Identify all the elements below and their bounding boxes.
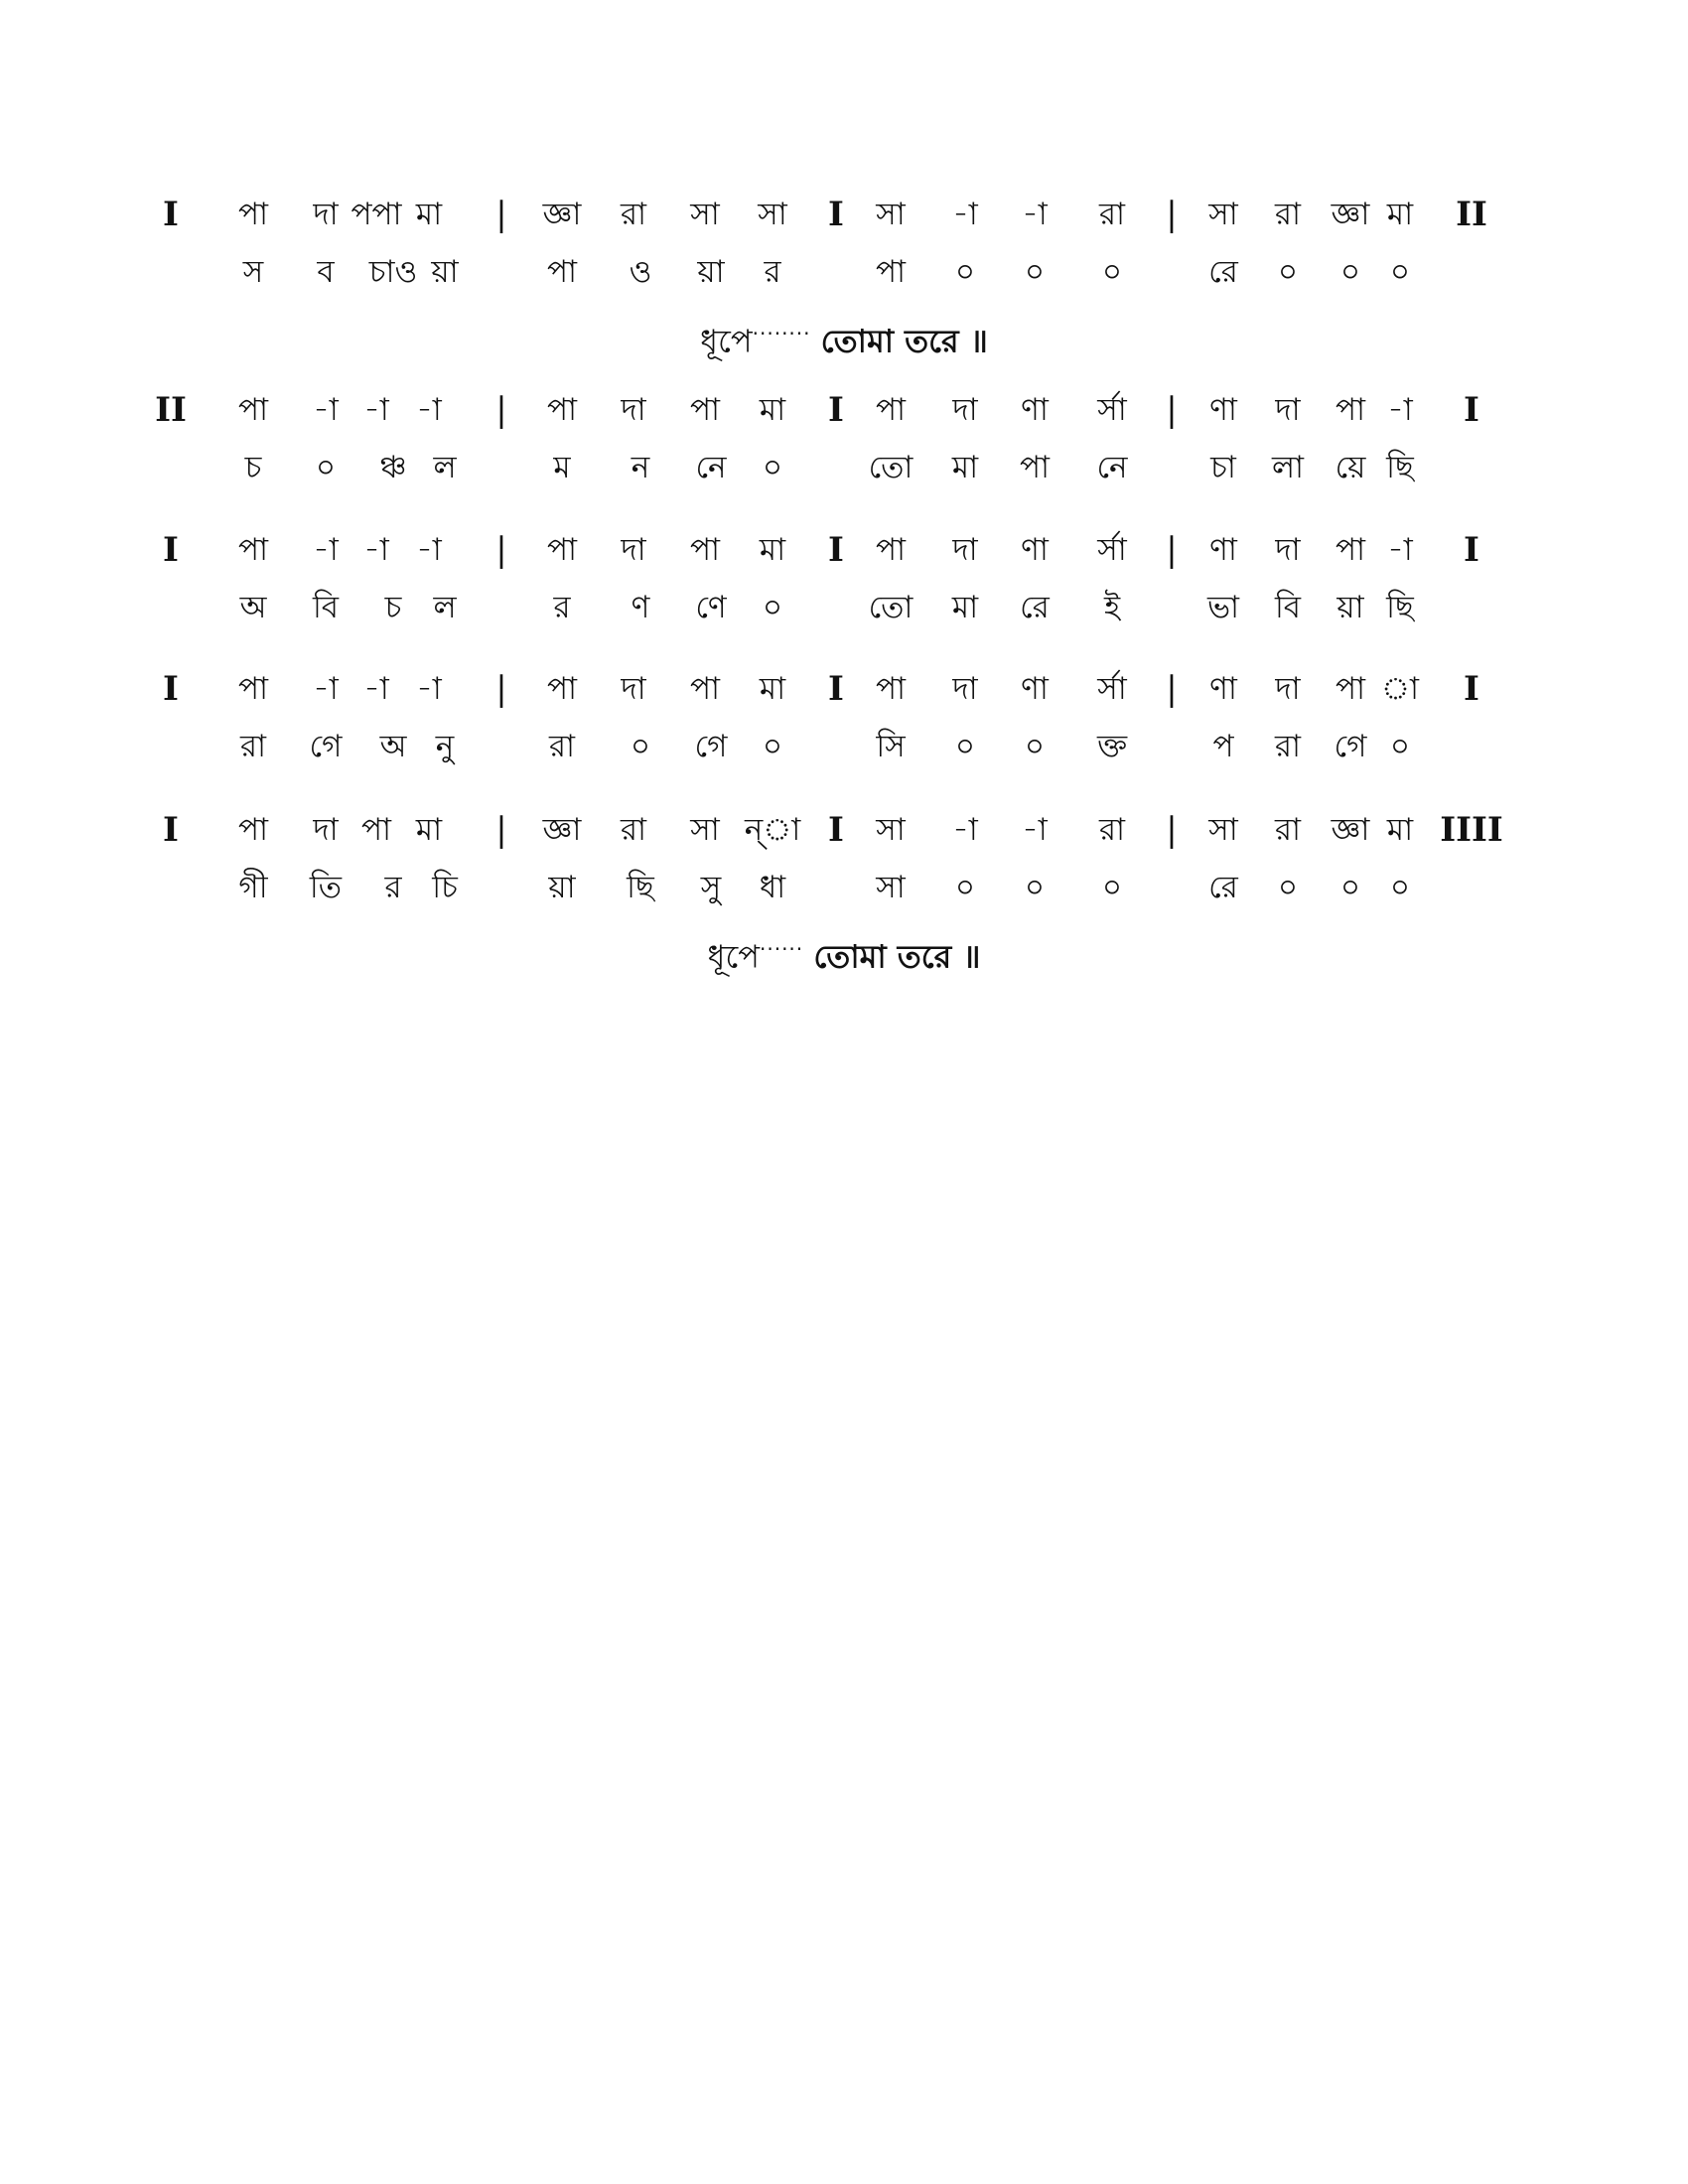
lyric-syllable: ণ — [631, 590, 650, 625]
swara-note: মা — [415, 197, 443, 232]
swara-note: ণা — [1209, 532, 1237, 568]
bar-line: II — [155, 390, 187, 430]
lyric-syllable: মা — [951, 590, 979, 625]
lyric-syllable: গী — [238, 870, 268, 905]
swara-note: দা — [952, 532, 978, 568]
swara-note: -া — [1022, 812, 1048, 848]
lyric-syllable: লা — [1271, 450, 1305, 485]
lyric-syllable: ভা — [1206, 590, 1240, 625]
swara-note: মা — [415, 812, 443, 848]
lyric-syllable: প — [1212, 729, 1234, 764]
lyric-syllable: য়ে — [1335, 450, 1366, 485]
swara-note: দা — [621, 671, 646, 707]
refrain-line — [0, 306, 1688, 361]
swara-note: -া — [363, 671, 389, 707]
bar-line: I — [828, 810, 844, 850]
bar-line: | — [495, 195, 507, 234]
swara-note: -া — [1387, 392, 1413, 428]
bar-line: | — [1166, 390, 1178, 430]
bar-line: I — [163, 669, 179, 709]
bar-line: I — [828, 669, 844, 709]
swara-note: -া — [313, 392, 339, 428]
swara-note: -া — [313, 532, 339, 568]
lyric-syllable: ব — [317, 254, 335, 290]
lyric-syllable: সি — [876, 729, 906, 764]
lyric-syllable: নু — [435, 729, 455, 764]
lyric-syllable: ০ — [762, 729, 783, 764]
lyric-syllable: বি — [312, 590, 340, 625]
notation-row — [0, 802, 1688, 858]
swara-note: র্সা — [1097, 532, 1127, 568]
lyric-syllable: রে — [1208, 870, 1238, 905]
lyrics-row — [0, 580, 1688, 635]
swara-note: সা — [1208, 812, 1238, 848]
swara-note: সা — [876, 812, 906, 848]
lyric-syllable: সা — [876, 870, 906, 905]
swara-note: ণা — [1209, 671, 1237, 707]
lyric-syllable: চি — [432, 870, 458, 905]
swara-note: পা — [237, 392, 269, 428]
bar-line: I — [828, 195, 844, 234]
swara-note: রা — [1098, 197, 1126, 232]
bar-line: IIII — [1440, 810, 1503, 850]
bar-line: I — [163, 195, 179, 234]
swara-note: পা — [360, 812, 392, 848]
lyric-syllable: ক্ত — [1096, 729, 1128, 764]
lyric-syllable: য়া — [697, 254, 725, 290]
lyric-syllable: ০ — [1024, 870, 1046, 905]
swara-note: পা — [237, 671, 269, 707]
lyric-syllable: তো — [868, 450, 914, 485]
swara-note: ন্‌া — [744, 812, 801, 848]
lyric-syllable: ০ — [1024, 254, 1046, 290]
swara-note: ণা — [1021, 671, 1049, 707]
swara-note: মা — [759, 392, 786, 428]
lyric-syllable: ০ — [630, 729, 651, 764]
bar-line: | — [495, 390, 507, 430]
swara-note: পা — [237, 812, 269, 848]
lyric-syllable: য়া — [431, 254, 459, 290]
bar-line: I — [1464, 390, 1479, 430]
swara-note: মা — [1386, 197, 1414, 232]
swara-note: জ্ঞা — [1331, 812, 1370, 848]
lyric-syllable: নে — [1096, 450, 1128, 485]
swara-note: -া — [313, 671, 339, 707]
lyric-syllable: ধা — [759, 870, 786, 905]
lyric-syllable: ০ — [954, 729, 976, 764]
lyric-syllable: ন — [631, 450, 650, 485]
lyric-syllable: তো — [868, 590, 914, 625]
swara-note: পা — [237, 197, 269, 232]
notation-row — [0, 661, 1688, 717]
swara-note: মা — [759, 671, 786, 707]
bar-line: I — [1464, 669, 1479, 709]
lyric-syllable: ০ — [954, 254, 976, 290]
swara-note: জ্ঞা — [1331, 197, 1370, 232]
lyric-syllable: ০ — [1101, 254, 1123, 290]
lyric-syllable: ণে — [695, 590, 727, 625]
bar-line: II — [1456, 195, 1487, 234]
refrain-line — [0, 921, 1688, 977]
refrain-lead: ধূপে — [707, 937, 760, 976]
swara-note: পা — [1335, 671, 1366, 707]
lyric-syllable: গে — [309, 729, 343, 764]
notation-row — [0, 382, 1688, 438]
swara-note: দা — [1275, 392, 1301, 428]
swara-note: -া — [416, 671, 442, 707]
bar-line: | — [1166, 669, 1178, 709]
swara-note: সা — [690, 197, 720, 232]
lyric-syllable: বি — [1274, 590, 1302, 625]
swara-note: পা — [875, 671, 907, 707]
lyrics-row — [0, 244, 1688, 300]
bar-line: | — [495, 530, 507, 570]
notation-row — [0, 187, 1688, 242]
lyric-syllable: পা — [546, 254, 578, 290]
lyric-syllable: ল — [433, 590, 457, 625]
swara-note: মা — [759, 532, 786, 568]
lyrics-row — [0, 860, 1688, 915]
lyric-syllable: ছি — [627, 870, 654, 905]
swara-note: দা — [313, 197, 339, 232]
swara-note: দা — [313, 812, 339, 848]
bar-line: I — [1464, 530, 1479, 570]
lyrics-row — [0, 440, 1688, 495]
swara-note: পা — [546, 392, 578, 428]
refrain-dots: ······ — [760, 937, 804, 961]
lyric-syllable: রা — [548, 729, 576, 764]
notation-row — [0, 522, 1688, 578]
lyric-syllable: পা — [875, 254, 907, 290]
swara-note: -া — [952, 197, 978, 232]
lyric-syllable: চ — [384, 590, 402, 625]
lyric-syllable: ০ — [762, 450, 783, 485]
bar-line: I — [163, 530, 179, 570]
lyric-syllable: চাও — [368, 254, 418, 290]
lyric-syllable: অ — [379, 729, 407, 764]
lyric-syllable: নে — [695, 450, 727, 485]
lyric-syllable: অ — [239, 590, 267, 625]
swara-note: পা — [689, 532, 721, 568]
swara-note: -া — [416, 532, 442, 568]
lyric-syllable: ও — [629, 254, 652, 290]
swara-note: দা — [1275, 671, 1301, 707]
lyric-syllable: ছি — [1386, 590, 1414, 625]
swara-note: পা — [875, 532, 907, 568]
lyric-syllable: সু — [700, 870, 722, 905]
lyric-syllable: চা — [1210, 450, 1236, 485]
swara-note: র্সা — [1097, 392, 1127, 428]
swara-note: পা — [237, 532, 269, 568]
swara-note: ণা — [1209, 392, 1237, 428]
swara-note: সা — [690, 812, 720, 848]
swara-note: দা — [952, 392, 978, 428]
lyric-syllable: র — [553, 590, 571, 625]
lyric-syllable: ০ — [1339, 254, 1361, 290]
lyric-syllable: ০ — [315, 450, 337, 485]
lyric-syllable: ০ — [1101, 870, 1123, 905]
swara-note: দা — [621, 532, 646, 568]
lyric-syllable: র — [384, 870, 402, 905]
swara-note: রা — [620, 197, 647, 232]
swara-note: -া — [363, 392, 389, 428]
lyric-syllable: য়া — [1336, 590, 1364, 625]
lyric-syllable: ম — [553, 450, 571, 485]
lyric-syllable: ০ — [1389, 729, 1411, 764]
swara-note: -া — [952, 812, 978, 848]
refrain-text: তোমা তরে ॥ — [813, 937, 981, 976]
lyric-syllable: য়া — [548, 870, 576, 905]
bar-line: I — [828, 530, 844, 570]
swara-note: সা — [876, 197, 906, 232]
bar-line: I — [828, 390, 844, 430]
swara-note: -া — [363, 532, 389, 568]
swara-note: মা — [1386, 812, 1414, 848]
bar-line: | — [1166, 195, 1178, 234]
lyric-syllable: রে — [1020, 590, 1050, 625]
swara-note: -া — [416, 392, 442, 428]
swara-note: দা — [1275, 532, 1301, 568]
swara-note: ণা — [1021, 532, 1049, 568]
lyric-syllable: ই — [1103, 590, 1121, 625]
lyric-syllable: ০ — [1339, 870, 1361, 905]
lyric-syllable: ঞ্চ — [379, 450, 407, 485]
swara-note: রা — [1274, 812, 1302, 848]
lyric-syllable: ০ — [1024, 729, 1046, 764]
lyric-syllable: ০ — [1277, 870, 1299, 905]
bar-line: | — [1166, 810, 1178, 850]
lyric-syllable: চ — [244, 450, 262, 485]
swara-note: দা — [952, 671, 978, 707]
lyrics-row — [0, 719, 1688, 774]
swara-note: পা — [689, 671, 721, 707]
swara-note: পা — [1335, 532, 1366, 568]
swara-note: রা — [620, 812, 647, 848]
swara-note: রা — [1274, 197, 1302, 232]
lyric-syllable: পা — [1019, 450, 1051, 485]
lyric-syllable: ছি — [1386, 450, 1414, 485]
lyric-syllable: গে — [1334, 729, 1367, 764]
lyric-syllable: তি — [309, 870, 343, 905]
swara-note: র্সা — [1097, 671, 1127, 707]
swara-note: দা — [621, 392, 646, 428]
swara-note: -া — [1387, 532, 1413, 568]
lyric-syllable: রে — [1208, 254, 1238, 290]
lyric-syllable: ০ — [1277, 254, 1299, 290]
swara-note: জ্ঞা — [542, 197, 582, 232]
refrain-lead: ধূপে — [700, 322, 753, 360]
refrain-text: তোমা তরে ॥ — [820, 322, 988, 360]
swara-note: রা — [1098, 812, 1126, 848]
swara-note: পা — [875, 392, 907, 428]
swara-note: পা — [546, 532, 578, 568]
lyric-syllable: গে — [694, 729, 728, 764]
swara-note: পা — [689, 392, 721, 428]
swara-note: পা — [1335, 392, 1366, 428]
bar-line: I — [163, 810, 179, 850]
swara-note: সা — [758, 197, 787, 232]
lyric-syllable: রা — [1274, 729, 1302, 764]
refrain-dots: ········ — [752, 322, 811, 345]
swara-note: -া — [1022, 197, 1048, 232]
lyric-syllable: ০ — [954, 870, 976, 905]
swara-note: সা — [1208, 197, 1238, 232]
lyric-syllable: রা — [239, 729, 267, 764]
lyric-syllable: স — [242, 254, 264, 290]
lyric-syllable: মা — [951, 450, 979, 485]
lyric-syllable: ০ — [1389, 870, 1411, 905]
swara-note: পা — [546, 671, 578, 707]
lyric-syllable: র — [764, 254, 781, 290]
lyric-syllable: ল — [433, 450, 457, 485]
bar-line: | — [1166, 530, 1178, 570]
lyric-syllable: ০ — [762, 590, 783, 625]
swara-note: ণা — [1021, 392, 1049, 428]
lyric-syllable: ০ — [1389, 254, 1411, 290]
bar-line: | — [495, 810, 507, 850]
bar-line: | — [495, 669, 507, 709]
swara-note: জ্ঞা — [542, 812, 582, 848]
swara-note: পপা — [351, 197, 402, 232]
swara-note: া — [1380, 671, 1420, 707]
